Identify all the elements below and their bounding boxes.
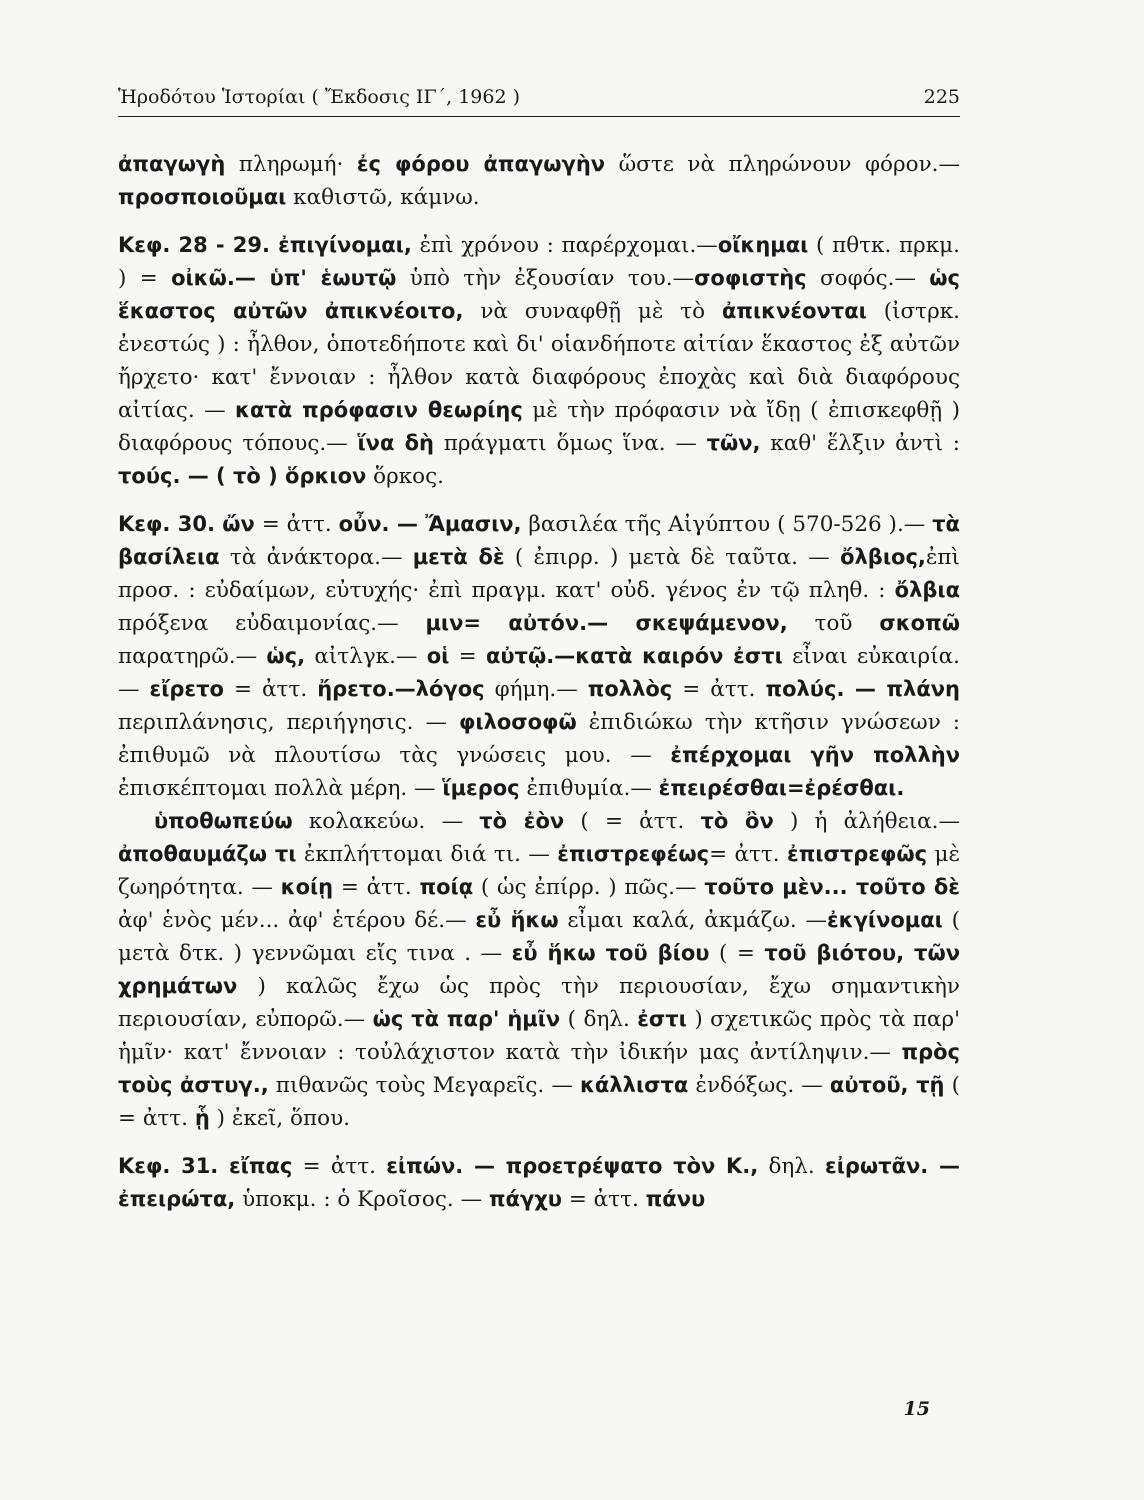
lemma-term: ἐκγίνομαι xyxy=(826,908,943,932)
lemma-term: ἀπικνέονται xyxy=(721,299,867,323)
gloss-text: = ἀττ. xyxy=(292,1154,387,1179)
lemma-term: ἐπιστρεφῶς xyxy=(787,842,928,866)
lemma-term: τὸ ἐὸν xyxy=(479,809,565,833)
lemma-term: ἐστι xyxy=(637,1007,687,1031)
lemma-term: ὡς, xyxy=(266,644,306,668)
lemma-term: πάνυ xyxy=(645,1187,706,1211)
lemma-term: ἐπιστρεφέως xyxy=(557,842,710,866)
gloss-text: ἐνδόξως. — xyxy=(688,1073,830,1098)
gloss-text: ἐπὶ προσ. : εὐδαίμων, εὐτυχής· ἐπὶ πραγμ. κατ' οὐδ. γένος ἐν τῷ πληθ. : xyxy=(118,545,960,603)
gloss-text: μὲ τὴν πρόφασιν νὰ ἴδῃ ( ἐπισκεφθῇ ) διαφόρους τόπους.— xyxy=(118,398,960,456)
lemma-term: τοῦτο μὲν... τοῦτο δὲ xyxy=(704,875,961,899)
gloss-text: ) σχετικῶς πρὸς τὰ παρ' ἡμῖν· κατ' ἔννοιαν : τοὐλάχιστον κατὰ τὴν ἰδικήν μας ἀντίληψιν.— xyxy=(118,1007,961,1065)
gloss-text: βασιλέα τῆς Αἰγύπτου ( 570-526 ).— xyxy=(521,512,933,537)
lemma-term: τὰ βασίλεια xyxy=(118,512,960,569)
lemma-term: μετὰ δὲ xyxy=(412,545,505,569)
gloss-text: σοφός.— xyxy=(806,266,930,291)
gloss-text: φήμη.— xyxy=(484,677,588,702)
gloss-text: τοῦ xyxy=(787,611,880,636)
paragraph xyxy=(118,508,960,805)
lemma-term: πολύς. — πλάνη xyxy=(765,677,960,701)
gloss-text: = ἀττ. xyxy=(672,677,766,702)
gloss-text: ὥστε νὰ πληρώνουν φόρον.— xyxy=(605,152,960,177)
running-title: Ἡροδότου Ἱστορίαι ( Ἔκδοσις ΙΓ΄, 1962 ) xyxy=(118,86,521,108)
lemma-term: ὄλβιος, xyxy=(840,545,926,569)
gloss-text: = ἀττ. xyxy=(562,1187,646,1212)
page-number: 225 xyxy=(923,86,960,108)
gloss-text: εἶμαι καλά, ἀκμάζω. — xyxy=(558,908,827,933)
lemma-term: κατὰ πρόφασιν θεωρίης xyxy=(235,398,523,422)
lemma-term: οἰκῶ.— ὑπ' ἑωυτῷ xyxy=(171,266,397,290)
gloss-text: καθιστῶ, κάμνω. xyxy=(286,185,480,210)
gloss-text: = ἀττ. xyxy=(254,512,339,537)
lemma-term: τῶν, xyxy=(706,431,761,455)
lemma-term: τούς. — ( τὸ ) ὅρκιον xyxy=(118,464,367,488)
lemma-term: οἱ xyxy=(426,644,450,668)
lemma-term: ὡς ἕκαστος αὐτῶν ἀπικνέοιτο, xyxy=(118,266,960,323)
lemma-term: σκοπῶ xyxy=(879,611,960,635)
gloss-text: ἐπισκέπτομαι πολλὰ μέρη. — xyxy=(118,776,443,801)
lemma-term: ἐπέρχομαι γῆν πολλὴν xyxy=(670,743,960,767)
paragraph xyxy=(118,1150,960,1216)
gloss-text: (ἰστρκ. ἐνεστώς ) : ἦλθον, ὁποτεδήποτε καὶ δι' οἱανδήποτε αἰτίαν ἕκαστος ἐξ αὐτῶν ἤρχετο· κατ' ἔννοιαν : ἦλθον κατὰ διαφόρους ἐποχὰς καὶ διὰ διαφόρους αἰτίας. — xyxy=(118,299,960,423)
gloss-text: ( = ἀττ. xyxy=(564,809,701,834)
gloss-text: ἐπιθυμία.— xyxy=(519,776,659,801)
gloss-text: ἐπιδιώκω τὴν κτῆσιν γνώσεων : ἐπιθυμῶ νὰ πλουτίσω τὰς γνώσεις μου. — xyxy=(118,710,961,768)
lemma-term: μιν= αὐτόν.— σκεψάμενον, xyxy=(425,611,788,635)
lemma-term: αὐτῷ.—κατὰ καιρόν ἐστι xyxy=(485,644,783,668)
gloss-text: καθ' ἕλξιν ἀντὶ : xyxy=(760,431,961,456)
gloss-text: ( ἐπιρρ. ) μετὰ δὲ ταῦτα. — xyxy=(504,545,841,570)
gloss-text: ἐπὶ χρόνου : παρέρχομαι.— xyxy=(411,233,718,258)
lemma-term: ᾗ xyxy=(194,1106,210,1130)
gloss-text: ὑπὸ τὴν ἐξουσίαν του.— xyxy=(396,266,695,291)
lemma-term: εἰρωτᾶν. — ἐπειρώτα, xyxy=(118,1154,960,1211)
lemma-term: πάγχυ xyxy=(488,1187,562,1211)
lemma-term: ἐπειρέσθαι=ἐρέσθαι. xyxy=(658,776,905,800)
gloss-text: ) καλῶς ἔχω ὡς πρὸς τὴν περιουσίαν, ἔχω σημαντικὴν περιουσίαν, εὐπορῶ.— xyxy=(118,974,960,1032)
gloss-text: παρατηρῶ.— xyxy=(118,644,267,669)
lemma-term: οἴκημαι xyxy=(717,233,809,257)
gloss-text: νὰ συναφθῇ μὲ τὸ xyxy=(463,299,722,324)
gloss-text: = xyxy=(449,644,486,669)
gloss-text: ) ἐκεῖ, ὅπου. xyxy=(209,1106,350,1131)
gloss-text: πρόξενα εὐδαιμονίας.— xyxy=(118,611,426,636)
gloss-text: περιπλάνησις, περιήγησις. — xyxy=(118,710,459,735)
gloss-text: ἐκπλήττομαι διά τι. — xyxy=(296,842,558,867)
gloss-text: ( = ἀττ. xyxy=(118,1073,960,1131)
lemma-term: τοῦ βιότου, τῶν χρημάτων xyxy=(118,941,960,998)
lemma-term: Κεφ. 30. ὤν xyxy=(118,512,255,536)
lemma-term: ὡς τὰ παρ' ἡμῖν xyxy=(372,1007,561,1031)
lemma-term: ἵνα δὴ xyxy=(357,431,434,455)
gloss-text: αἰτλγκ.— xyxy=(305,644,427,669)
lemma-term: ἀποθαυμάζω τι xyxy=(118,842,297,866)
gloss-text: πληρωμή· xyxy=(225,152,357,177)
gloss-text: = ἀττ. xyxy=(223,677,318,702)
lemma-term: πρὸς τοὺς ἀστυγ., xyxy=(118,1040,960,1097)
lemma-term: ὄλβια xyxy=(894,578,960,602)
lemma-term: σοφιστὴς xyxy=(694,266,807,290)
paragraph xyxy=(118,229,960,493)
gloss-text: = ἀττ. xyxy=(333,875,420,900)
gloss-text: ὅρκος. xyxy=(366,464,444,489)
gloss-text: ( δηλ. xyxy=(560,1007,638,1032)
lemma-term: ἵμερος xyxy=(442,776,520,800)
gloss-text: κολακεύω. — xyxy=(292,809,480,834)
gloss-text: ἀφ' ἑνὸς μέν... ἀφ' ἑτέρου δέ.— xyxy=(118,908,476,933)
lemma-term: ἀπαγωγὴ xyxy=(118,152,226,176)
gloss-text: πράγματι ὅμως ἵνα. — xyxy=(434,431,707,456)
lemma-term: ποίᾳ xyxy=(419,875,474,899)
running-header xyxy=(118,86,960,117)
lemma-term: τὸ ὂν xyxy=(700,809,774,833)
lemma-term: φιλοσοφῶ xyxy=(458,710,577,734)
gloss-text: ( = xyxy=(709,941,765,966)
gloss-text: εἶναι εὐκαιρία. — xyxy=(118,644,960,702)
lemma-term: κοίῃ xyxy=(280,875,334,899)
gloss-text: πιθανῶς τοὺς Μεγαρεῖς. — xyxy=(268,1073,581,1098)
lemma-term: πολλὸς xyxy=(587,677,673,701)
gloss-text: ( ὡς ἐπίρρ. ) πῶς.— xyxy=(473,875,705,900)
lemma-term: εὖ ἥκω τοῦ βίου xyxy=(511,941,710,965)
lemma-term: ὑποθωπεύω xyxy=(154,809,293,833)
lemma-term: ἤρετο.—λόγος xyxy=(317,677,485,701)
lemma-term: εἴρετο xyxy=(149,677,224,701)
lemma-term: ἐς φόρου ἀπαγωγὴν xyxy=(356,152,606,176)
lemma-term: εἰπών. — προετρέψατο τὸν Κ., xyxy=(386,1154,759,1178)
printer-signature-mark: 15 xyxy=(903,1398,930,1420)
paragraph xyxy=(118,148,960,214)
gloss-text: δηλ. xyxy=(758,1154,826,1179)
lemma-term: οὖν. — Ἄμασιν, xyxy=(338,512,522,536)
lemma-term: κάλλιστα xyxy=(580,1073,689,1097)
gloss-text: ( πθτκ. πρκμ. ) = xyxy=(118,233,960,291)
gloss-text: τὰ ἀνάκτορα.— xyxy=(219,545,413,570)
gloss-text: ὑποκμ. : ὁ Κροῖσος. — xyxy=(235,1187,489,1212)
lemma-term: Κεφ. 31. εἴπας xyxy=(118,1154,293,1178)
lemma-term: εὖ ἥκω xyxy=(475,908,559,932)
lemma-term: αὐτοῦ, τῇ xyxy=(829,1073,945,1097)
gloss-text: ( μετὰ δτκ. ) γεννῶμαι εἴς τινα . — xyxy=(118,908,960,966)
paragraph xyxy=(118,805,960,1135)
gloss-text: ) ἡ ἀλήθεια.— xyxy=(773,809,960,834)
gloss-text: μὲ ζωηρότητα. — xyxy=(118,842,960,900)
lemma-term: Κεφ. 28 - 29. ἐπιγίνομαι, xyxy=(118,233,412,257)
glossary-body xyxy=(118,148,960,1216)
lemma-term: προσποιοῦμαι xyxy=(118,185,287,209)
gloss-text: = ἀττ. xyxy=(709,842,787,867)
